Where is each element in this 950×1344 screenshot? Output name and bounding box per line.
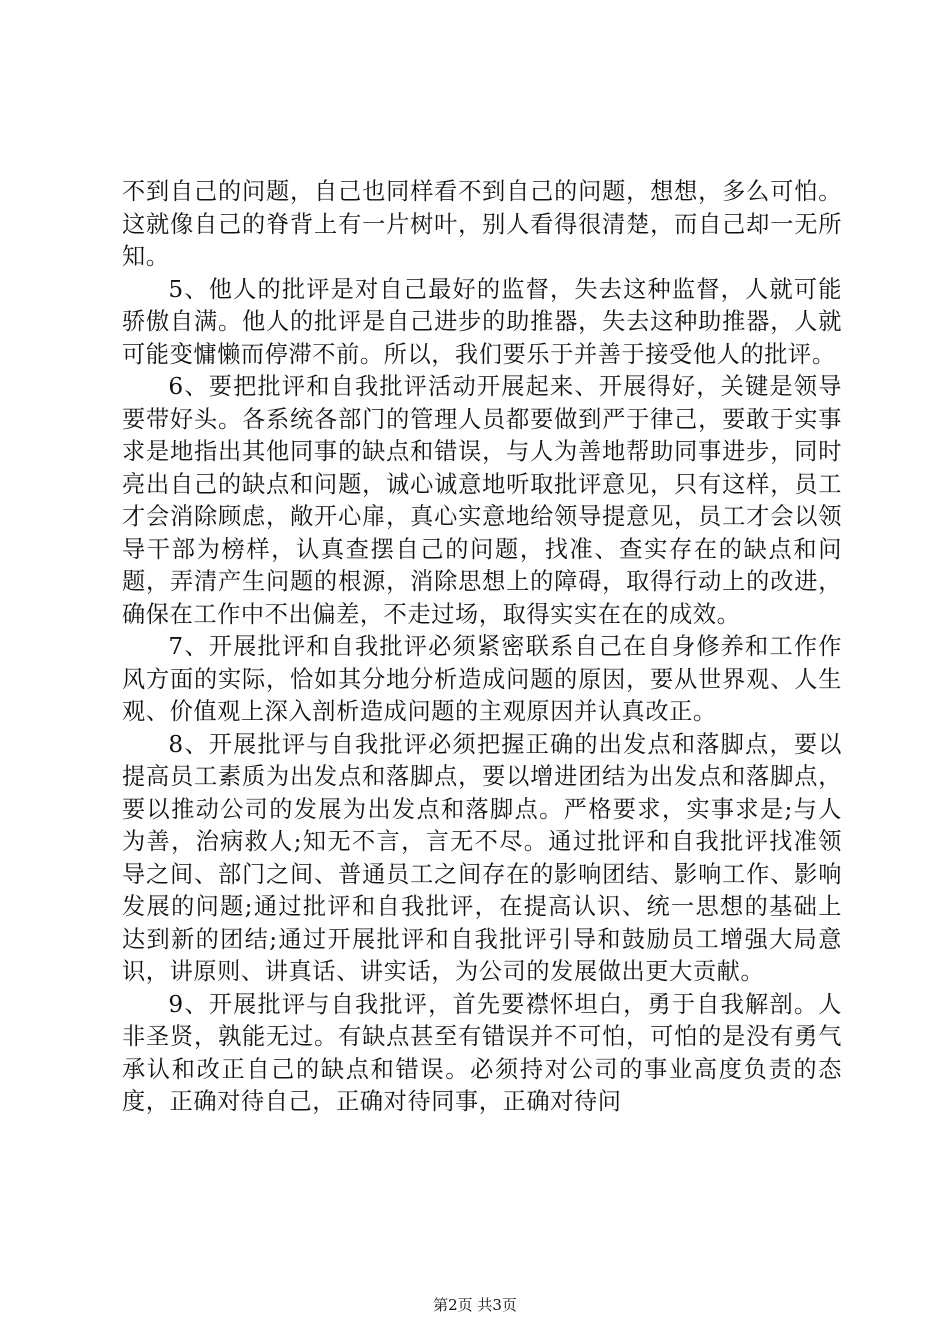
paragraph-9: 9、开展批评与自我批评，首先要襟怀坦白，勇于自我解剖。人非圣贤，孰能无过。有缺点甚至有错误并不可怕，可怕的是没有勇气承认和改正自己的缺点和错误。必须持对公司的事业高度负责的态度，正确对待自己，正确对待同事，正确对待问	[122, 990, 842, 1115]
paragraph-continuation: 不到自己的问题，自己也同样看不到自己的问题，想想，多么可怕。这就像自己的脊背上有一片树叶，别人看得很清楚，而自己却一无所知。	[122, 178, 842, 270]
paragraph-8: 8、开展批评与自我批评必须把握正确的出发点和落脚点，要以提高员工素质为出发点和落脚点，要以增进团结为出发点和落脚点，要以推动公司的发展为出发点和落脚点。严格要求，实事求是;与人为善，治病救人;知无不言，言无不尽。通过批评和自我批评找准领导之间、部门之间、普通员工之间存在的影响团结、影响工作、影响发展的问题;通过批评和自我批评，在提高认识、统一思想的基础上达到新的团结;通过开展批评和自我批评引导和鼓励员工增强大局意识，讲原则、讲真话、讲实话，为公司的发展做出更大贡献。	[122, 730, 842, 985]
document-body	[122, 176, 842, 1119]
paragraph-6: 6、要把批评和自我批评活动开展起来、开展得好，关键是领导要带好头。各系统各部门的管理人员都要做到严于律己，要敢于实事求是地指出其他同事的缺点和错误，与人为善地帮助同事进步，同时亮出自己的缺点和问题，诚心诚意地听取批评意见，只有这样，员工才会消除顾虑，敞开心扉，真心实意地给领导提意见，员工才会以领导干部为榜样，认真查摆自己的问题，找准、查实存在的缺点和问题，弄清产生问题的根源，消除思想上的障碍，取得行动上的改进，确保在工作中不出偏差，不走过场，取得实实在在的成效。	[122, 373, 842, 628]
page-footer: 第2页 共3页	[433, 1296, 517, 1314]
paragraph-5: 5、他人的批评是对自己最好的监督，失去这种监督，人就可能骄傲自满。他人的批评是自己进步的助推器，失去这种助推器，人就可能变慵懒而停滞不前。所以，我们要乐于并善于接受他人的批评。	[122, 275, 842, 368]
paragraph-7: 7、开展批评和自我批评必须紧密联系自己在自身修养和工作作风方面的实际，恰如其分地分析造成问题的原因，要从世界观、人生观、价值观上深入剖析造成问题的主观原因并认真改正。	[122, 633, 842, 725]
